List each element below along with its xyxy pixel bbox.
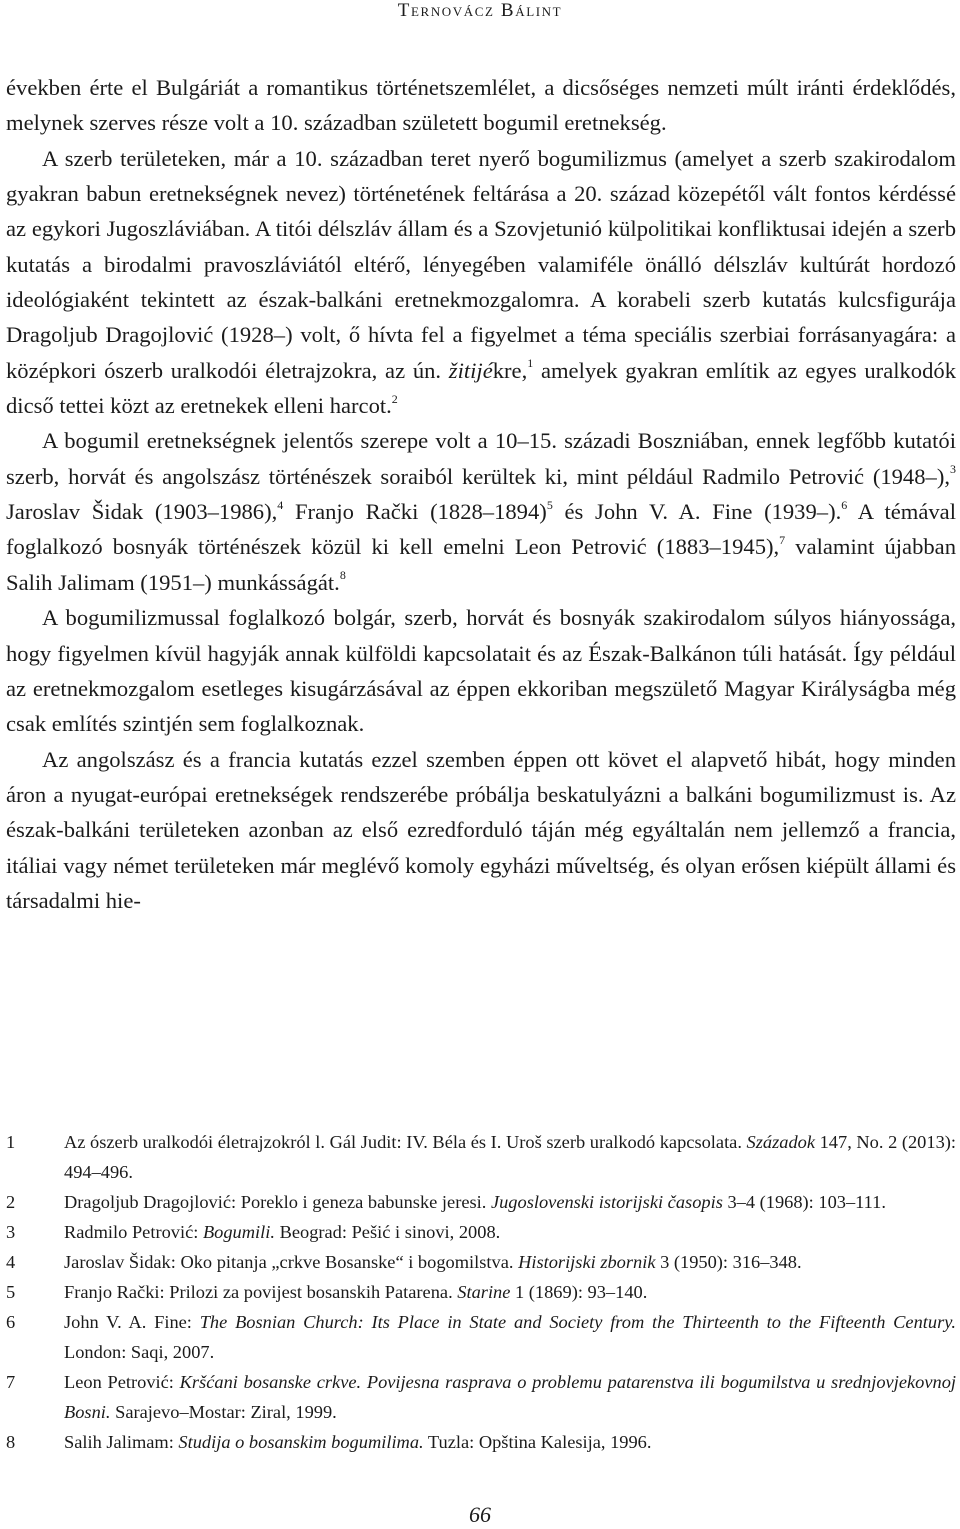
text-run: Jaroslav Šidak: Oko pitanja „crkve Bosanske“ i bogomilstva. <box>64 1252 519 1272</box>
text-run: Franjo Rački: Prilozi za povijest bosanskih Patarena. <box>64 1282 458 1302</box>
text-run: Dragoljub Dragojlović: Poreklo i geneza babunske jeresi. <box>64 1192 491 1212</box>
footnote-number: 5 <box>6 1282 16 1302</box>
text-run: John V. A. Fine: <box>64 1312 200 1332</box>
footnote-text <box>64 1127 956 1187</box>
footnote <box>6 1187 956 1217</box>
text-run: A témával foglalkozó bosnyák történészek közül ki kell emelni Leon Petrović (1883–1945), <box>6 499 956 560</box>
footnote-number: 1 <box>6 1132 16 1152</box>
text-run: amelyek gyakran említik az egyes uralkodók dicső tettei közt az eretnekek elleni harcot. <box>6 357 956 419</box>
italic-text: Bogumili. <box>202 1222 275 1242</box>
text-run: években érte el Bulgáriát a romantikus történetszemlélet, a dicsőséges nemzeti múlt iránti érdeklődés, melynek szerves része volt a 10. században született bogumil eretnekség. <box>6 75 956 136</box>
italic-text: Kršćani bosanske crkve. Povijesna rasprava o problemu patarenstva ili bogumilstva u srednjovjekovnoj Bosni. <box>64 1372 957 1422</box>
italic-text: Századok <box>746 1132 815 1152</box>
footnote-ref: 1 <box>527 356 534 371</box>
running-header: Ternovácz Bálint <box>397 0 563 21</box>
footnote-ref: 2 <box>391 391 398 406</box>
text-run: Sarajevo–Mostar: Ziral, 1999. <box>110 1402 337 1422</box>
footnote-number: 4 <box>6 1252 16 1272</box>
footnote <box>6 1367 956 1427</box>
footnote <box>6 1427 956 1457</box>
footnote-number: 7 <box>6 1372 16 1392</box>
text-run: Leon Petrović: <box>64 1372 180 1392</box>
italic-text: žitijé <box>448 357 493 383</box>
text-run: kre, <box>492 357 528 383</box>
text-run: Az ószerb uralkodói életrajzokról l. Gál Judit: IV. Béla és I. Uroš szerb uralkodó kapcsolata. <box>64 1132 747 1152</box>
footnote-ref: 5 <box>546 497 553 512</box>
italic-text: Studija o bosanskim bogumilima. <box>178 1432 424 1452</box>
footnote-ref: 7 <box>779 532 786 547</box>
text-run: 1 (1869): 93–140. <box>510 1282 648 1302</box>
paragraph <box>6 600 956 741</box>
paragraph <box>6 423 956 600</box>
page-number: 66 <box>469 1502 491 1527</box>
footnote <box>6 1277 956 1307</box>
text-run: Beograd: Pešić i sinovi, 2008. <box>274 1222 501 1242</box>
footnote-text <box>64 1427 956 1457</box>
text-run: és John V. A. Fine (1939–). <box>552 499 842 525</box>
text-run: valamint újabban Salih Jalimam (1951–) munkásságát. <box>6 534 957 595</box>
footnote-ref: 3 <box>950 462 956 477</box>
footnote-ref: 6 <box>841 497 848 512</box>
paragraph <box>6 742 956 919</box>
text-run: Franjo Rački (1828–1894) <box>283 499 547 525</box>
text-run: Tuzla: Opština Kalesija, 1996. <box>423 1432 652 1452</box>
text-run: London: Saqi, 2007. <box>64 1342 215 1362</box>
italic-text: Starine <box>457 1282 511 1302</box>
italic-text: Historijski zbornik <box>518 1252 656 1272</box>
italic-text: Jugoslovenski istorijski časopis <box>490 1192 723 1212</box>
footnote <box>6 1247 956 1277</box>
footnote-number: 3 <box>6 1222 16 1242</box>
footnote-text <box>64 1277 956 1307</box>
italic-text: The Bosnian Church: Its Place in State and Society from the Thirteenth to the Fifteenth Century. <box>199 1312 956 1332</box>
footnote-number: 6 <box>6 1312 16 1332</box>
text-run: Salih Jalimam: <box>64 1432 179 1452</box>
footnote-text <box>64 1217 956 1247</box>
paragraph <box>6 141 956 424</box>
footnote-ref: 4 <box>277 497 284 512</box>
text-run: A bogumilizmussal foglalkozó bolgár, szerb, horvát és bosnyák szakirodalom súlyos hiányossága, hogy figyelmen kívül hagyják annak külföldi kapcsolatait és az Észak-Balkánon túli hatását. Így például az eretnekmozgalom esetleges kisugárzásával az éppen ekkoriban megszülető Magyar Királyságba még csak említés szintjén sem foglalkoznak. <box>6 605 956 737</box>
footnote-text <box>64 1247 956 1277</box>
footnotes <box>6 1127 956 1457</box>
text-run: A bogumil eretnekségnek jelentős szerepe volt a 10–15. századi Boszniában, ennek legfőbb kutatói szerb, horvát és angolszász történészek soraiból kerültek ki, mint például Radmilo Petrović (1948–), <box>6 428 956 489</box>
text-run: 3–4 (1968): 103–111. <box>722 1192 886 1212</box>
footnote-text <box>64 1367 956 1427</box>
text-run: Az angolszász és a francia kutatás ezzel szemben éppen ott követ el alapvető hibát, hogy minden áron a nyugat-európai eretnekségek rendszerébe próbálja beskatulyázni a balkáni bogumilizmust is. Az észak-balkáni területeken azonban az első ezredforduló táján még egyáltalán nem jellemző a francia, itáliai vagy német területeken már meglévő komoly egyházi műveltség, és olyan erősen kiépült állami és társadalmi hie- <box>6 746 956 913</box>
footnote-number: 8 <box>6 1432 16 1452</box>
body-text <box>6 70 956 918</box>
footnote-text <box>64 1187 956 1217</box>
text-run: 3 (1950): 316–348. <box>655 1252 802 1272</box>
text-run: Jaroslav Šidak (1903–1986), <box>6 499 278 525</box>
footnote <box>6 1307 956 1367</box>
footnote-text <box>64 1307 956 1367</box>
paragraph <box>6 70 956 141</box>
text-run: A szerb területeken, már a 10. században teret nyerő bogumilizmus (amelyet a szerb szakirodalom gyakran babun eretnekségnek nevez) történetének feltárása a 20. század közepétől vált fontos kérdéssé az egykori Jugoszláviában. A titói délszláv állam és a Szovjetunió külpolitikai konfliktusai idején a szerb kutatás a birodalmi pravoszláviától eltérő, lényegében valamiféle önálló délszláv kultúrát hordozó ideológiaként tekintett az észak-balkáni eretnekmozgalomra. A korabeli szerb kutatás kulcsfigurája Dragoljub Dragojlović (1928–) volt, ő hívta fel a figyelmet a téma speciális szerbiai forrásanyagára: a középkori ószerb uralkodói életrajzokra, az ún. <box>6 145 956 383</box>
footnote-number: 2 <box>6 1192 16 1212</box>
footnote <box>6 1127 956 1187</box>
footnote <box>6 1217 956 1247</box>
text-run: 147, No. 2 (2013): 494–496. <box>64 1132 957 1182</box>
footnote-ref: 8 <box>339 568 346 583</box>
text-run: Radmilo Petrović: <box>64 1222 203 1242</box>
